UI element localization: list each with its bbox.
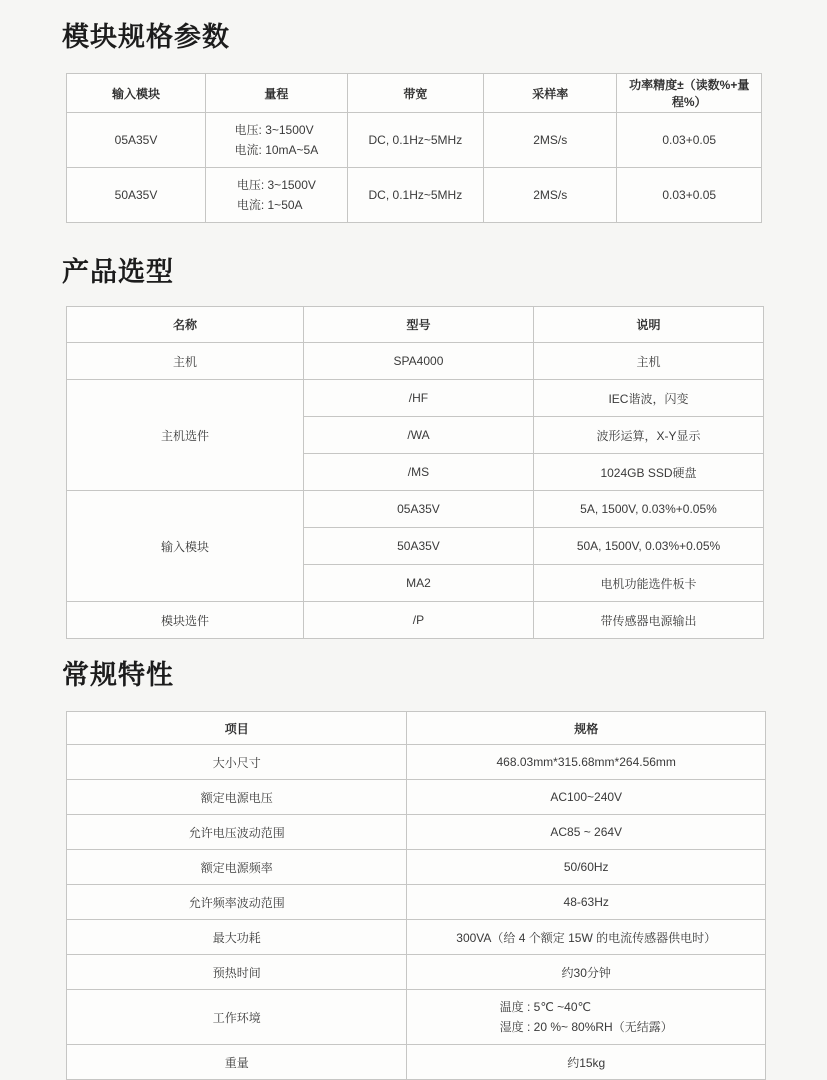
cell-model: /WA — [303, 417, 533, 454]
header-cell-name: 名称 — [67, 307, 304, 343]
table-row — [67, 815, 766, 850]
cell-item: 工作环境 — [67, 990, 407, 1045]
cell-accuracy: 0.03+0.05 — [617, 168, 762, 223]
section-title-general-characteristics: 常规特性 — [62, 660, 174, 691]
cell-description: 带传感器电源输出 — [533, 602, 763, 639]
module-spec-table — [66, 73, 762, 223]
range-voltage: 电压: 3~1500V — [234, 123, 314, 138]
table-row — [67, 380, 764, 417]
cell-item: 预热时间 — [67, 955, 407, 990]
environment-humidity: 湿度 : 20 %~ 80%RH（无结露） — [499, 1020, 673, 1035]
cell-item: 允许电压波动范围 — [67, 815, 407, 850]
cell-spec: 300VA（给 4 个额定 15W 的电流传感器供电时） — [407, 920, 766, 955]
header-cell-bandwidth: 带宽 — [347, 74, 483, 113]
cell-model: /P — [303, 602, 533, 639]
cell-range — [206, 168, 348, 223]
table-header-row — [67, 712, 766, 745]
environment-temperature: 温度 : 5℃ ~40℃ — [499, 1000, 591, 1015]
table-row — [67, 168, 762, 223]
cell-sample-rate: 2MS/s — [483, 168, 616, 223]
table-row — [67, 491, 764, 528]
cell-spec: 约15kg — [407, 1045, 766, 1080]
header-cell-description: 说明 — [533, 307, 763, 343]
cell-item: 最大功耗 — [67, 920, 407, 955]
cell-range — [206, 113, 348, 168]
cell-spec: AC85 ~ 264V — [407, 815, 766, 850]
general-characteristics-table — [66, 711, 766, 1080]
range-lines — [237, 175, 316, 215]
header-cell-accuracy: 功率精度±（读数%+量程%） — [617, 74, 762, 113]
range-current: 电流: 1~50A — [236, 198, 303, 213]
product-selection-table — [66, 306, 764, 639]
cell-spec: 48-63Hz — [407, 885, 766, 920]
cell-group-module-options: 模块选件 — [67, 602, 304, 639]
cell-group-host: 主机 — [67, 343, 304, 380]
header-cell-model: 型号 — [303, 307, 533, 343]
cell-item: 允许频率波动范围 — [67, 885, 407, 920]
table-row — [67, 990, 766, 1045]
table-row — [67, 780, 766, 815]
cell-spec: 约30分钟 — [407, 955, 766, 990]
cell-description: 主机 — [533, 343, 763, 380]
cell-sample-rate: 2MS/s — [483, 113, 616, 168]
cell-item: 额定电源电压 — [67, 780, 407, 815]
cell-model: 50A35V — [303, 528, 533, 565]
cell-item: 重量 — [67, 1045, 407, 1080]
cell-description: 5A, 1500V, 0.03%+0.05% — [533, 491, 763, 528]
cell-bandwidth: DC, 0.1Hz~5MHz — [347, 113, 483, 168]
header-cell-input-module: 输入模块 — [67, 74, 206, 113]
cell-description: 50A, 1500V, 0.03%+0.05% — [533, 528, 763, 565]
cell-group-input-modules: 输入模块 — [67, 491, 304, 602]
cell-group-host-options: 主机选件 — [67, 380, 304, 491]
cell-module: 50A35V — [67, 168, 206, 223]
cell-model: 05A35V — [303, 491, 533, 528]
table-row — [67, 745, 766, 780]
cell-description: 电机功能选件板卡 — [533, 565, 763, 602]
cell-model: MA2 — [303, 565, 533, 602]
range-lines — [235, 120, 319, 160]
table-row — [67, 113, 762, 168]
table-row — [67, 850, 766, 885]
section-title-product-selection: 产品选型 — [62, 257, 174, 288]
cell-spec: 468.03mm*315.68mm*264.56mm — [407, 745, 766, 780]
section-title-module-specs: 模块规格参数 — [62, 22, 230, 52]
range-voltage: 电压: 3~1500V — [236, 178, 316, 193]
header-cell-item: 项目 — [67, 712, 407, 745]
environment-lines — [500, 997, 673, 1037]
cell-spec: AC100~240V — [407, 780, 766, 815]
table-row — [67, 343, 764, 380]
header-cell-sample-rate: 采样率 — [483, 74, 616, 113]
cell-description: IEC谐波，闪变 — [533, 380, 763, 417]
header-cell-spec: 规格 — [407, 712, 766, 745]
cell-item: 额定电源频率 — [67, 850, 407, 885]
cell-description: 1024GB SSD硬盘 — [533, 454, 763, 491]
cell-bandwidth: DC, 0.1Hz~5MHz — [347, 168, 483, 223]
table-row — [67, 955, 766, 990]
cell-model: /MS — [303, 454, 533, 491]
cell-model: /HF — [303, 380, 533, 417]
table-header-row — [67, 307, 764, 343]
cell-module: 05A35V — [67, 113, 206, 168]
range-current: 电流: 10mA~5A — [234, 143, 319, 158]
table-row — [67, 920, 766, 955]
cell-spec — [407, 990, 766, 1045]
cell-accuracy: 0.03+0.05 — [617, 113, 762, 168]
table-header-row — [67, 74, 762, 113]
table-row — [67, 1045, 766, 1080]
header-cell-range: 量程 — [206, 74, 348, 113]
table-row — [67, 602, 764, 639]
cell-item: 大小尺寸 — [67, 745, 407, 780]
cell-model: SPA4000 — [303, 343, 533, 380]
cell-description: 波形运算，X-Y显示 — [533, 417, 763, 454]
table-row — [67, 885, 766, 920]
cell-spec: 50/60Hz — [407, 850, 766, 885]
